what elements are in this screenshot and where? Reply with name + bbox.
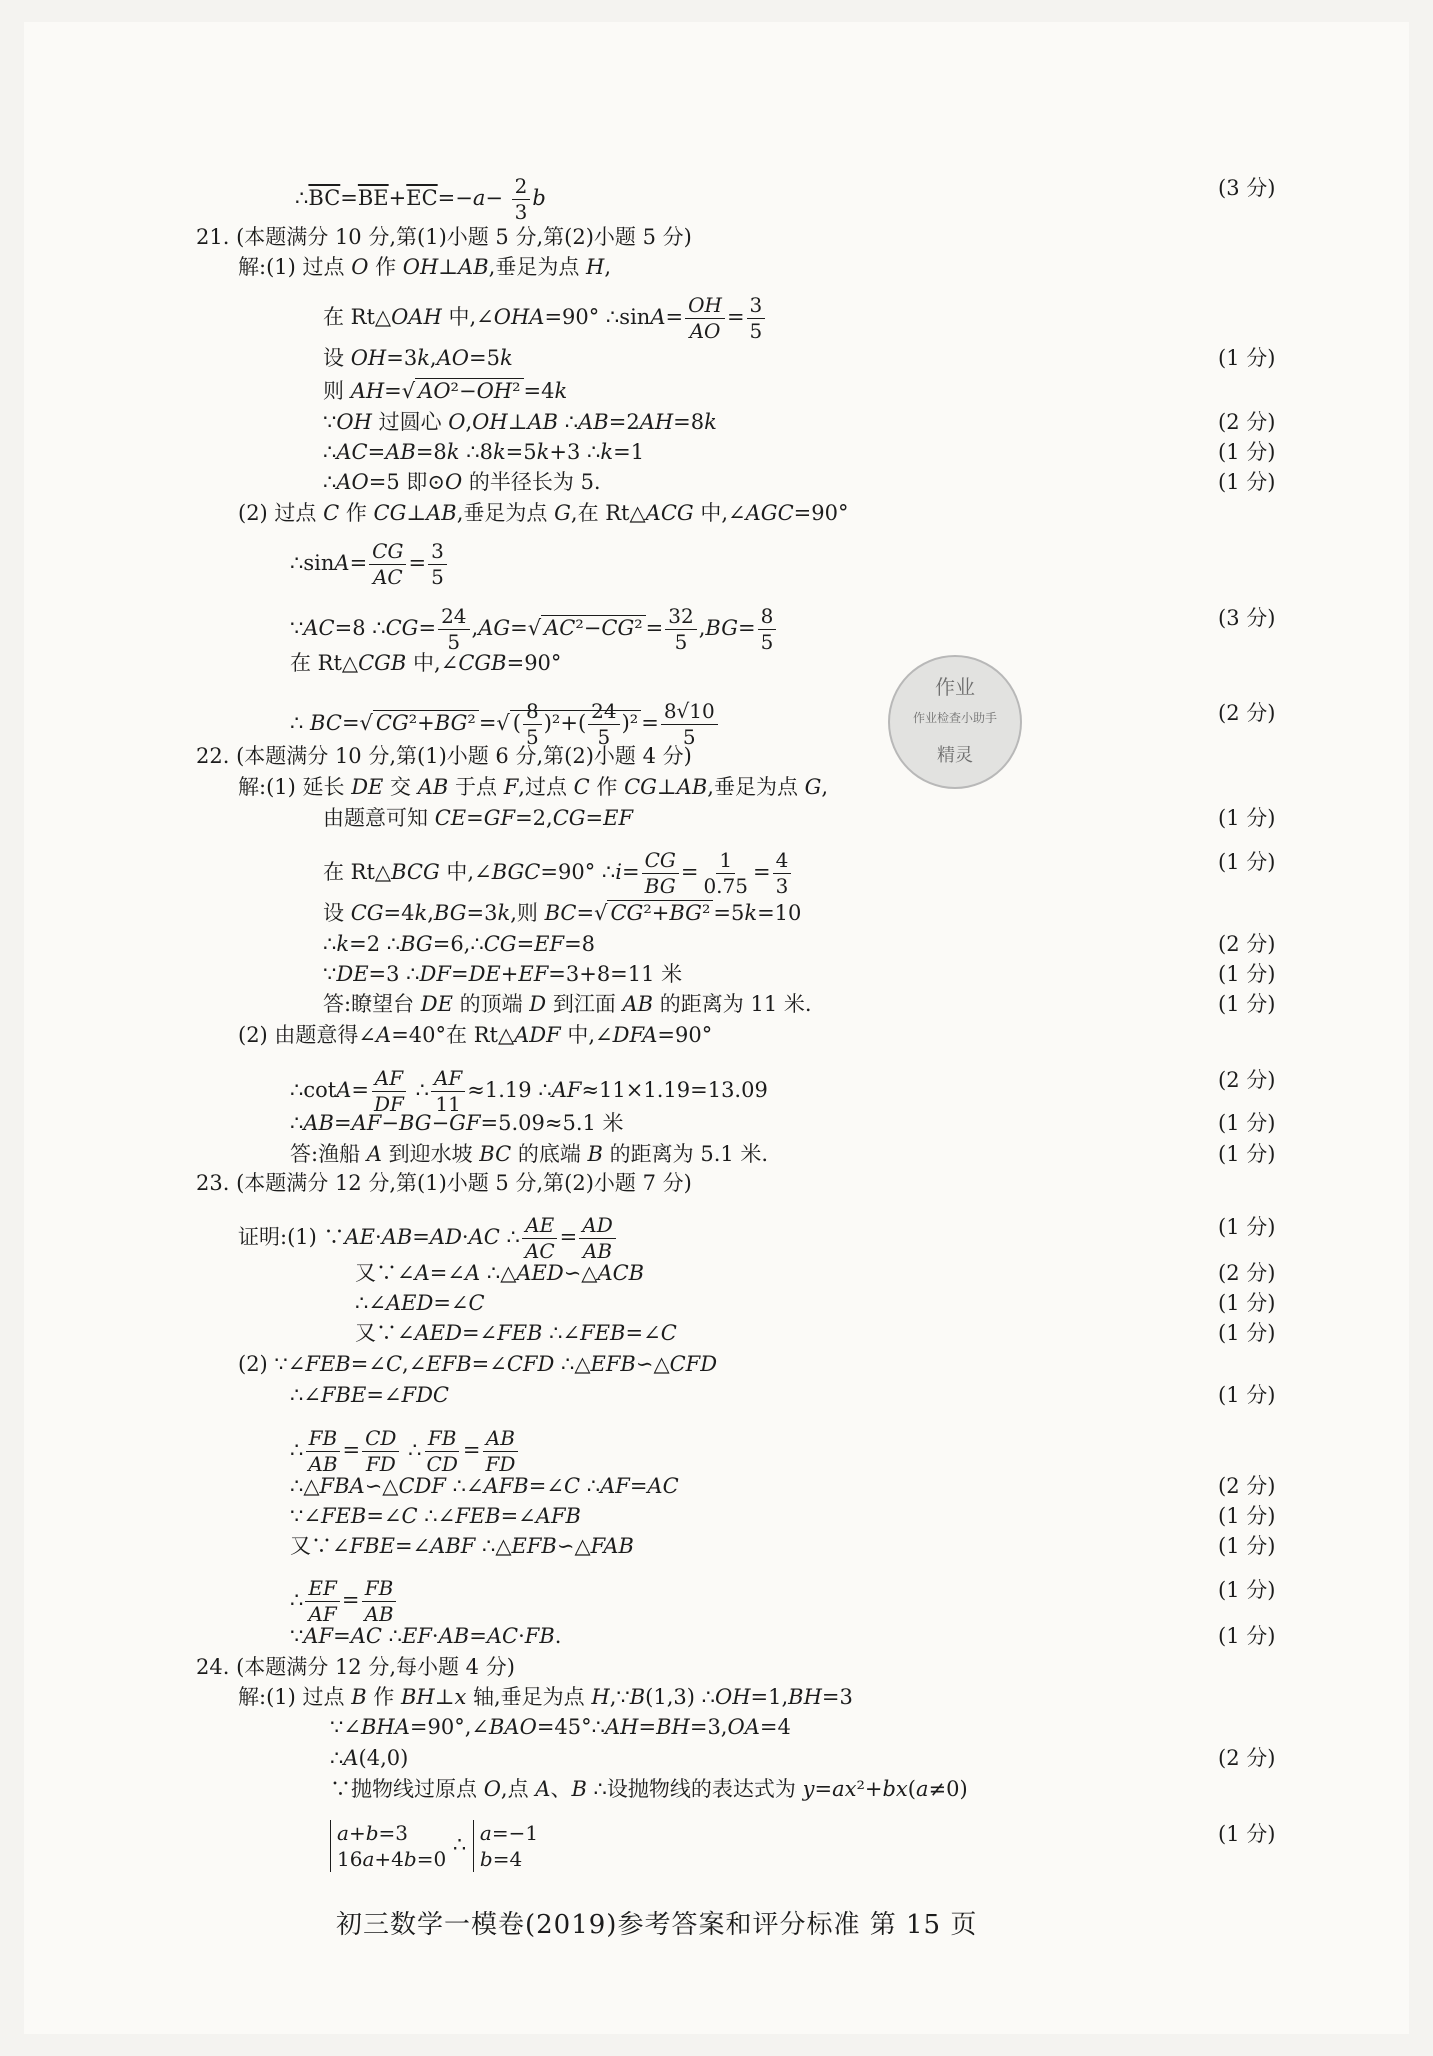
- solution-line: 证明:(1) ∵AE·AB=AD·AC ∴ $\frac{AE}{AC}$ = $\frac{AD}{AB}$: [238, 1213, 618, 1264]
- score-label: (1 分): [1218, 1504, 1276, 1528]
- solution-line: 设 CG=4k,BG=3k,则 BC=√ CG²+BG² =5k=10: [323, 901, 802, 925]
- solution-line: ∵∠BHA=90°,∠BAO=45°∴AH=BH=3,OA=4: [330, 1715, 791, 1739]
- solution-line: ∵∠FEB=∠C ∴∠FEB=∠AFB: [290, 1504, 581, 1528]
- score-label: (2 分): [1218, 1068, 1276, 1092]
- solution-line: 答:渔船 A 到迎水坡 BC 的底端 B 的距离为 5.1 米.: [290, 1142, 769, 1166]
- homework-helper-stamp-logo: [888, 655, 1022, 789]
- solution-line: 在 Rt△BCG 中,∠BGC=90° ∴i= $\frac{CG}{BG}$ = $\frac{1}{0.75}$ = $\frac{4}{3}$: [323, 848, 793, 899]
- solution-line: ∴k=2 ∴BG=6,∴CG=EF=8: [323, 932, 596, 956]
- score-label: (1 分): [1218, 850, 1276, 874]
- score-label: (1 分): [1218, 1383, 1276, 1407]
- solution-line: 23. (本题满分 12 分,第(1)小题 5 分,第(2)小题 7 分): [196, 1171, 692, 1195]
- score-label: (1 分): [1218, 992, 1276, 1016]
- solution-line: 24. (本题满分 12 分,每小题 4 分): [196, 1655, 515, 1679]
- score-label: (1 分): [1218, 962, 1276, 986]
- solution-line: 又∵∠A=∠A ∴△AED∽△ACB: [355, 1261, 645, 1285]
- solution-line: 则 AH=√ AO²−OH² =4k: [323, 379, 568, 403]
- stamp-text-bottom: 精灵: [937, 745, 973, 766]
- page-footer: 初三数学一模卷(2019)参考答案和评分标准 第 15 页: [336, 1910, 978, 1940]
- solution-line: 答:瞭望台 DE 的顶端 D 到江面 AB 的距离为 11 米.: [323, 992, 812, 1016]
- score-label: (2 分): [1218, 1746, 1276, 1770]
- score-label: (2 分): [1218, 701, 1276, 725]
- score-label: (2 分): [1218, 410, 1276, 434]
- score-label: (1 分): [1218, 346, 1276, 370]
- solution-line: ∴AO=5 即⊙O 的半径长为 5.: [323, 470, 601, 494]
- solution-line: 又∵∠FBE=∠ABF ∴△EFB∽△FAB: [290, 1534, 634, 1558]
- score-label: (1 分): [1218, 470, 1276, 494]
- score-label: (1 分): [1218, 1142, 1276, 1166]
- score-label: (1 分): [1218, 1215, 1276, 1239]
- score-label: (1 分): [1218, 1534, 1276, 1558]
- score-label: (1 分): [1218, 1578, 1276, 1602]
- solution-line: ∴sinA= $\frac{CG}{AC}$ = $\frac{3}{5}$: [290, 539, 449, 590]
- solution-line: ∴ BC=√ CG²+BG² =√ ( $\frac{8}{5}$ )²+( $\frac{24}{5}$ )² = $\frac{8√10}{5}$: [290, 699, 720, 750]
- solution-line: ∴AC=AB=8k ∴8k=5k+3 ∴k=1: [323, 440, 645, 464]
- score-label: (1 分): [1218, 440, 1276, 464]
- solution-line: ∵AC=8 ∴CG= $\frac{24}{5}$ ,AG=√ AC²−CG² = $\frac{32}{5}$ ,BG= $\frac{8}{5}$: [290, 604, 778, 655]
- solution-line: ∴AB=AF−BG−GF=5.09≈5.1 米: [290, 1111, 624, 1135]
- solution-line: 22. (本题满分 10 分,第(1)小题 6 分,第(2)小题 4 分): [196, 744, 692, 768]
- score-label: (2 分): [1218, 1474, 1276, 1498]
- solution-line: (2) ∵∠FEB=∠C,∠EFB=∠CFD ∴△EFB∽△CFD: [238, 1352, 718, 1376]
- score-label: (2 分): [1218, 932, 1276, 956]
- solution-line: (2) 由题意得∠A=40°在 Rt△ADF 中,∠DFA=90°: [238, 1023, 713, 1047]
- solution-line: ∴△FBA∽△CDF ∴∠AFB=∠C ∴AF=AC: [290, 1474, 679, 1498]
- score-label: (1 分): [1218, 1291, 1276, 1315]
- solution-line: 解:(1) 过点 O 作 OH⊥AB,垂足为点 H,: [238, 255, 612, 279]
- score-label: (3 分): [1218, 606, 1276, 630]
- solution-line: ∵OH 过圆心 O,OH⊥AB ∴AB=2AH=8k: [323, 410, 717, 434]
- solution-line: 21. (本题满分 10 分,第(1)小题 5 分,第(2)小题 5 分): [196, 225, 692, 249]
- solution-line: ∴∠AED=∠C: [355, 1291, 485, 1315]
- stamp-text-top: 作业: [935, 675, 975, 699]
- solution-line: 在 Rt△CGB 中,∠CGB=90°: [290, 651, 562, 675]
- solution-line: 由题意可知 CE=GF=2,CG=EF: [323, 806, 634, 830]
- stamp-text-middle: 作业检查小助手: [912, 711, 997, 725]
- solution-line: 解:(1) 过点 B 作 BH⊥x 轴,垂足为点 H,∵B(1,3) ∴OH=1,BH=3: [238, 1685, 853, 1709]
- solution-line: ∵DE=3 ∴DF=DE+EF=3+8=11 米: [323, 962, 683, 986]
- solution-line: 解:(1) 延长 DE 交 AB 于点 F,过点 C 作 CG⊥AB,垂足为点 G,: [238, 775, 829, 799]
- solution-line: 又∵∠AED=∠FEB ∴∠FEB=∠C: [355, 1321, 677, 1345]
- score-label: (3 分): [1218, 176, 1276, 200]
- solution-line: ∴cotA= $\frac{AF}{DF}$ ∴ $\frac{AF}{11}$ ≈1.19 ∴AF≈11×1.19=13.09: [290, 1066, 768, 1116]
- solution-line: ∴∠FBE=∠FDC: [290, 1383, 449, 1407]
- solution-line: ∴ $\frac{FB}{AB}$ = $\frac{CD}{FD}$ ∴ $\frac{FB}{CD}$ = $\frac{AB}{FD}$: [290, 1426, 520, 1477]
- score-label: (1 分): [1218, 1624, 1276, 1648]
- solution-line: (2) 过点 C 作 CG⊥AB,垂足为点 G,在 Rt△ACG 中,∠AGC=90°: [238, 501, 849, 525]
- solution-line: ∴ $\frac{EF}{AF}$ = $\frac{FB}{AB}$: [290, 1576, 399, 1627]
- score-label: (1 分): [1218, 1111, 1276, 1135]
- solution-line: a+b=3 16a+4b=0 ∴ a=−1 b=4: [330, 1820, 538, 1872]
- solution-line: ∴A(4,0): [330, 1746, 409, 1770]
- solution-line: ∵抛物线过原点 O,点 A、B ∴设抛物线的表达式为 y=ax²+bx(a≠0): [330, 1777, 968, 1801]
- solution-line: $\therefore\overline{BC}=\overline{BE}+\overline{EC}=-a-$ $\frac{2}{3}$ b: [295, 174, 546, 224]
- solution-line: 在 Rt△OAH 中,∠OHA=90° ∴sinA= $\frac{OH}{AO}$ = $\frac{3}{5}$: [323, 293, 767, 344]
- solution-line: 设 OH=3k,AO=5k: [323, 346, 513, 370]
- score-label: (1 分): [1218, 1822, 1276, 1846]
- solution-line: ∵AF=AC ∴EF·AB=AC·FB.: [290, 1624, 562, 1648]
- score-label: (1 分): [1218, 1321, 1276, 1345]
- score-label: (1 分): [1218, 806, 1276, 830]
- score-label: (2 分): [1218, 1261, 1276, 1285]
